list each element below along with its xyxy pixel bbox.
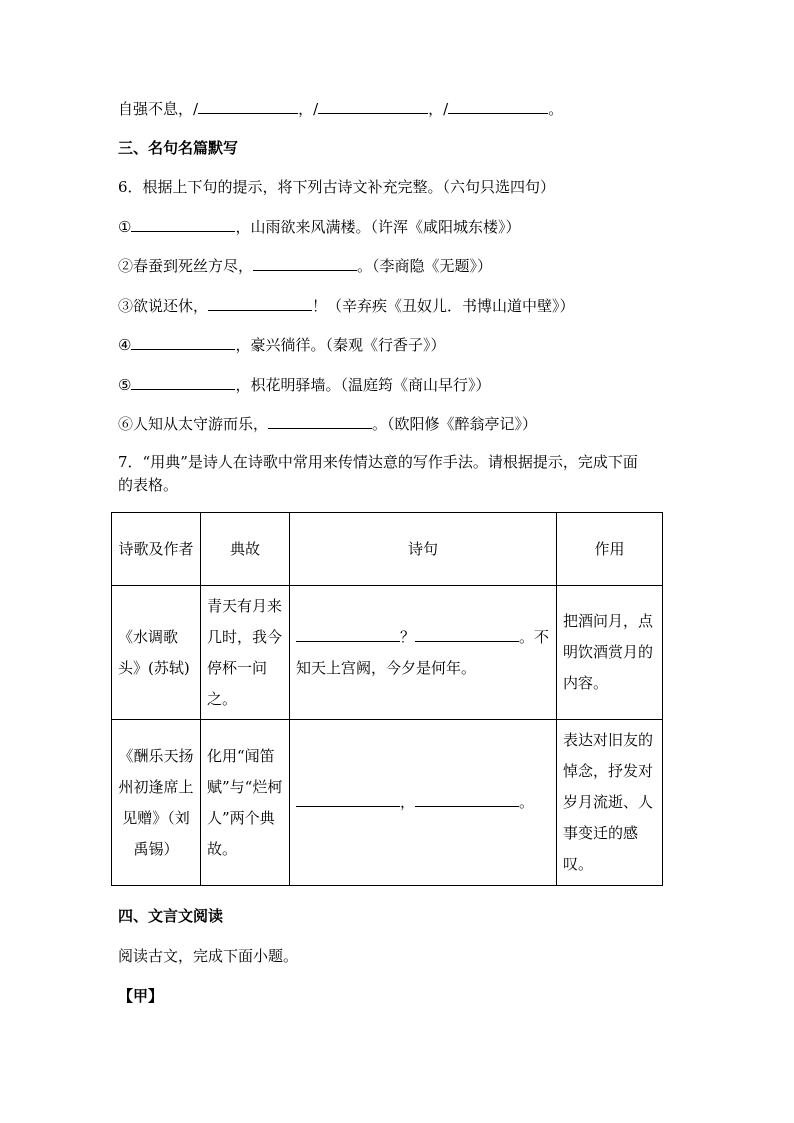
fill-blank[interactable]	[268, 413, 372, 429]
fill-blank[interactable]	[415, 626, 519, 642]
fill-blank[interactable]	[296, 626, 400, 642]
fill-blank[interactable]	[208, 295, 312, 311]
fill-blank[interactable]	[131, 334, 235, 350]
fill-blank[interactable]	[448, 98, 548, 114]
cell-verse	[290, 586, 557, 720]
line-text: ①	[118, 218, 132, 236]
allusion-table	[111, 512, 663, 886]
fill-blank[interactable]	[296, 791, 400, 807]
section-3-heading: 三、名句名篇默写	[118, 139, 239, 157]
line-text: ，/	[428, 100, 449, 118]
fill-blank[interactable]	[253, 255, 357, 271]
line-text: 。（欧阳修《醉翁亭记》）	[372, 415, 538, 433]
cell-effect: 表达对旧友的悼念，抒发对岁月流逝、人事变迁的感叹。	[557, 720, 663, 886]
item-2	[118, 255, 492, 276]
line-text: ！（辛弃疾《丑奴儿．书博山道中壁》）	[312, 297, 575, 315]
item-5	[118, 374, 490, 395]
table-row	[112, 586, 663, 720]
fill-blank[interactable]	[415, 791, 519, 807]
item-3	[118, 295, 575, 316]
reading-instruction: 阅读古文，完成下面小题。	[118, 947, 299, 965]
cell-verse	[290, 720, 557, 886]
line-text: ，/	[298, 100, 319, 118]
passage-label: 【甲】	[118, 987, 164, 1005]
item-6	[118, 413, 537, 434]
item-4	[118, 334, 445, 355]
header-verse: 诗句	[290, 513, 557, 586]
fill-blank[interactable]	[131, 216, 235, 232]
header-effect: 作用	[557, 513, 663, 586]
line-text: ⑥人知从太守游而乐，	[118, 415, 269, 433]
line-text: 。（李商隐《无题》）	[357, 257, 493, 275]
header-allusion: 典故	[201, 513, 290, 586]
cell-text: 。不知天上宫阙，今夕是何年。	[296, 627, 550, 677]
section-4-heading: 四、文言文阅读	[118, 907, 224, 925]
cell-text: ，	[400, 793, 416, 811]
question-7: 7．“用典”是诗人在诗歌中常用来传情达意的写作手法。请根据提示，完成下面	[118, 453, 638, 471]
fill-blank[interactable]	[198, 98, 298, 114]
cell-effect: 把酒问月，点明饮酒赏月的内容。	[557, 586, 663, 720]
line-text: ④	[118, 336, 132, 354]
cell-allusion: 化用“闻笛赋”与“烂柯人”两个典故。	[201, 720, 290, 886]
line-text: ，山雨欲来风满楼。（许浑《咸阳城东楼》）	[235, 218, 521, 236]
line-ziqiang	[118, 98, 563, 119]
item-1	[118, 216, 520, 237]
line-text: 自强不息，/	[118, 100, 199, 118]
cell-text: ？	[400, 627, 416, 646]
line-text: ，豪兴徜徉。（秦观《行香子》）	[235, 336, 446, 354]
header-poem: 诗歌及作者	[112, 513, 201, 586]
line-text: 。	[548, 100, 564, 118]
line-text: ⑤	[118, 376, 132, 394]
line-text: ③欲说还休，	[118, 297, 209, 315]
line-text: ，枳花明驿墙。（温庭筠《商山早行》）	[235, 376, 491, 394]
line-text: ②春蚕到死丝方尽，	[118, 257, 254, 275]
question-6: 6．根据上下句的提示，将下列古诗文补充完整。（六句只选四句）	[118, 178, 556, 196]
cell-allusion: 青天有月来几时，我今停杯一问之。	[201, 586, 290, 720]
cell-poem: 《水调歌头》(苏轼)	[112, 586, 201, 720]
question-7-cont: 的表格。	[118, 476, 179, 494]
fill-blank[interactable]	[131, 374, 235, 390]
cell-text: 。	[519, 793, 535, 811]
table-header-row	[112, 513, 663, 586]
fill-blank[interactable]	[318, 98, 428, 114]
cell-poem: 《酬乐天扬州初逢席上见赠》（刘禹锡）	[112, 720, 201, 886]
table-row	[112, 720, 663, 886]
